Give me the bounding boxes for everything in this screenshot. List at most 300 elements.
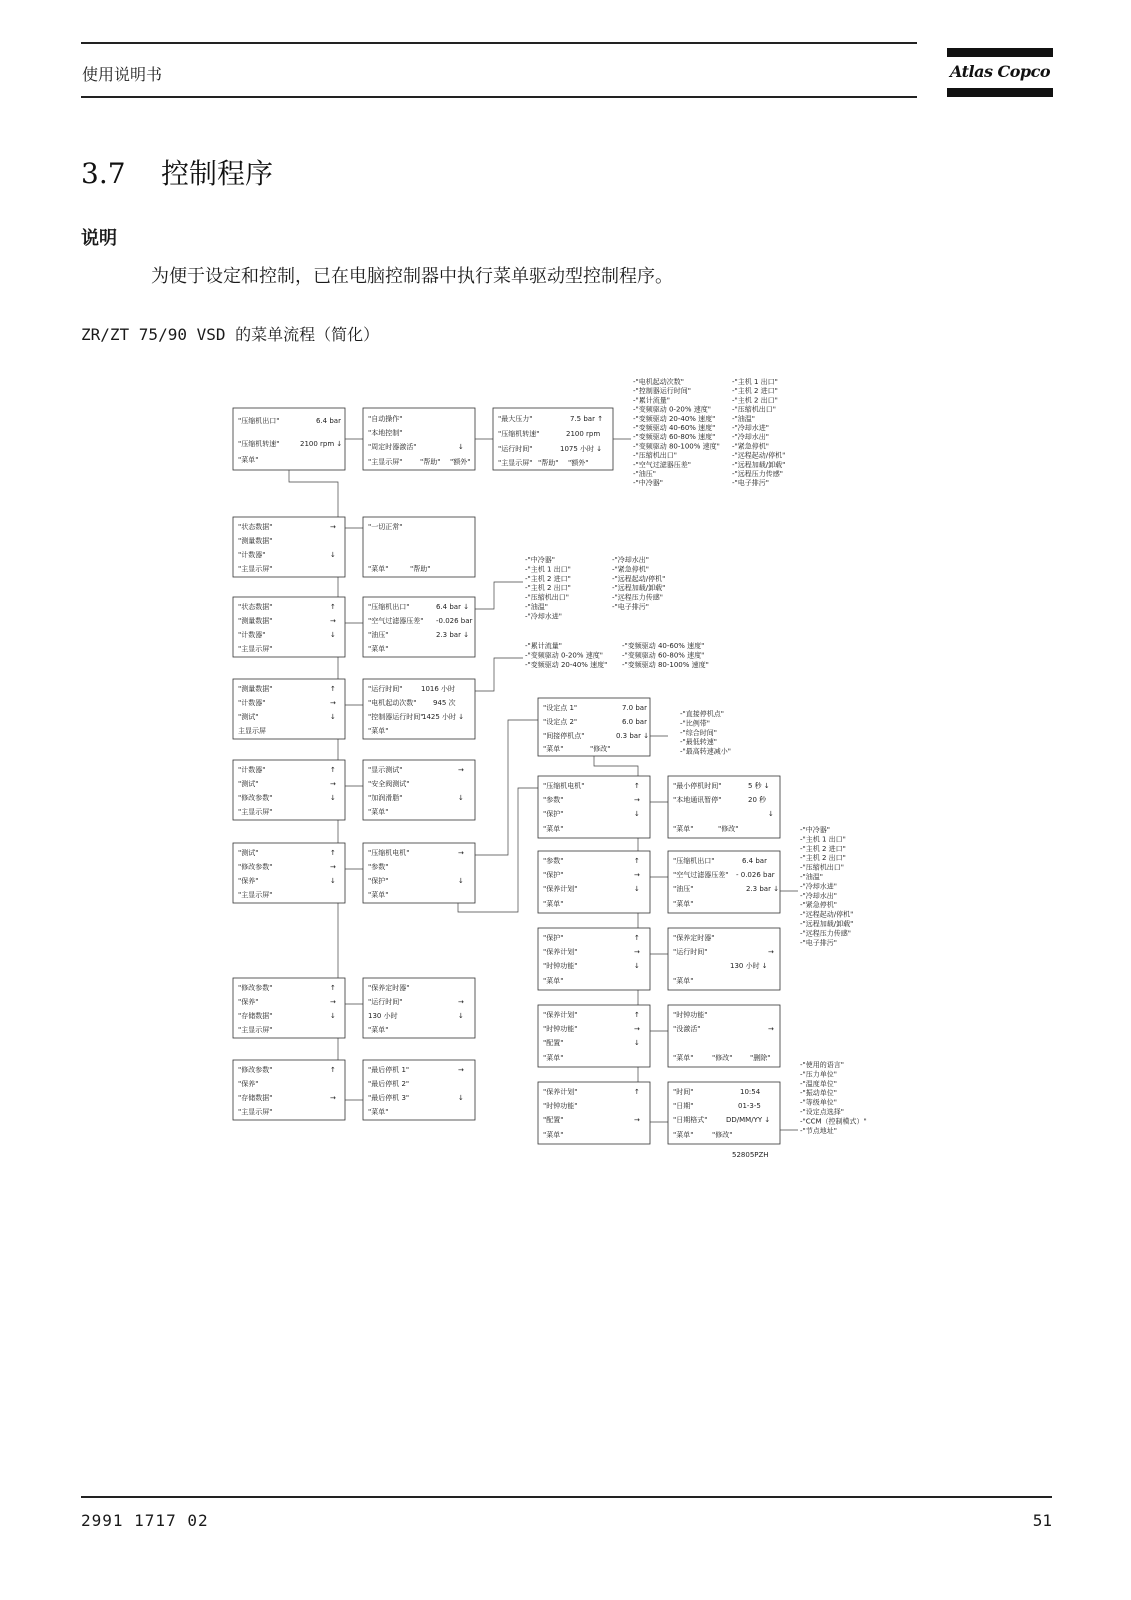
svg-text:↓: ↓ [768, 810, 774, 818]
list-item: -"设定点选择" [800, 1108, 844, 1116]
svg-text:5 秒 ↓: 5 秒 ↓ [748, 782, 770, 790]
svg-text:→: → [634, 1025, 640, 1033]
list-item: -"远程压力传感" [800, 929, 851, 938]
svg-text:"菜单": "菜单" [673, 1131, 694, 1139]
sub-menu-5 [538, 1082, 650, 1144]
svg-text:"测试": "测试" [238, 713, 259, 721]
header-title: 使用说明书 [82, 65, 163, 84]
svg-text:→: → [330, 699, 336, 707]
svg-text:"删除": "删除" [750, 1054, 771, 1062]
svg-text:"保护": "保护" [543, 871, 564, 879]
list-item: -"中冷器" [800, 826, 830, 834]
svg-text:"控制器运行时间": "控制器运行时间" [368, 713, 424, 721]
svg-text:"菜单": "菜单" [368, 565, 389, 573]
list-item: -"电子排污" [612, 603, 649, 611]
svg-text:"计数器": "计数器" [238, 551, 266, 559]
setpoint-list [680, 709, 731, 756]
svg-text:1075 小时 ↓: 1075 小时 ↓ [560, 445, 603, 453]
svg-text:"修改": "修改" [712, 1054, 733, 1062]
list-item: -"变频驱动 20-40% 速度" [525, 660, 608, 669]
page-number: 51 [1032, 1511, 1052, 1530]
svg-text:"参数": "参数" [368, 863, 389, 871]
svg-text:"主显示屏": "主显示屏" [238, 645, 273, 653]
svg-text:"压缩机电机": "压缩机电机" [368, 849, 410, 857]
svg-text:"修改参数": "修改参数" [238, 984, 273, 992]
list-item: -"主机 2 出口" [732, 396, 778, 405]
list-item: -"变频驱动 0-20% 速度" [633, 405, 711, 414]
svg-text:"菜单": "菜单" [368, 727, 389, 735]
svg-text:"油压": "油压" [368, 631, 389, 639]
measurement-list-a [525, 555, 571, 620]
svg-text:"间接停机点": "间接停机点" [543, 732, 585, 740]
list-item: -"压缩机出口" [732, 405, 776, 414]
svg-text:"保养计划": "保养计划" [543, 1011, 578, 1019]
svg-text:↑: ↑ [634, 857, 640, 865]
svg-text:↑: ↑ [634, 934, 640, 942]
list-item: -"空气过滤器压差" [633, 460, 691, 469]
list-item: -"主机 1 出口" [732, 378, 778, 386]
svg-text:"菜单": "菜单" [673, 900, 694, 908]
svg-text:→: → [330, 863, 336, 871]
svg-text:↓: ↓ [634, 962, 640, 970]
svg-text:↑: ↑ [634, 782, 640, 790]
list-item: -"冷却水出" [800, 891, 837, 900]
svg-text:"保护": "保护" [368, 877, 389, 885]
svg-text:2.3 bar ↓: 2.3 bar ↓ [436, 631, 470, 639]
svg-text:→: → [768, 948, 774, 956]
measurement-list-b [612, 555, 665, 611]
svg-text:"设定点 1": "设定点 1" [543, 704, 578, 712]
svg-text:"主显示屏": "主显示屏" [238, 891, 273, 899]
svg-text:"没激活": "没激活" [673, 1025, 701, 1033]
operation-screen-box [363, 408, 475, 470]
svg-text:"主显示屏": "主显示屏" [238, 808, 273, 816]
footer-rule [81, 1496, 1052, 1498]
svg-text:"运行时间": "运行时间" [368, 998, 403, 1006]
svg-text:"菜单": "菜单" [543, 1054, 564, 1062]
svg-text:"菜单": "菜单" [543, 900, 564, 908]
config-screen-box [668, 1082, 780, 1144]
list-item: -"累计流量" [525, 642, 562, 650]
svg-text:"压缩机出口": "压缩机出口" [368, 603, 410, 611]
svg-text:→: → [330, 780, 336, 788]
svg-text:↓: ↓ [330, 1012, 336, 1020]
list-item: -"主机 2 进口" [525, 574, 571, 583]
svg-text:"配置": "配置" [543, 1039, 564, 1047]
svg-text:→: → [634, 1116, 640, 1124]
description-text: 为便于设定和控制，已在电脑控制器中执行菜单驱动型控制程序。 [151, 266, 673, 287]
svg-text:"额外": "额外" [568, 459, 589, 467]
list-item: -"远程起动/停机" [800, 910, 854, 919]
svg-text:"测量数据": "测量数据" [238, 537, 273, 545]
svg-text:- 0.026 bar: - 0.026 bar [736, 871, 775, 879]
list-item: -"累计流量" [633, 396, 670, 405]
svg-text:2.3 bar ↓: 2.3 bar ↓ [746, 885, 780, 893]
svg-text:↑: ↑ [330, 766, 336, 774]
svg-text:"菜单": "菜单" [543, 745, 564, 753]
svg-text:"最后停机 2": "最后停机 2" [368, 1080, 410, 1088]
extra-list-a [633, 377, 720, 487]
svg-text:"帮助": "帮助" [538, 459, 559, 467]
list-item: -"远程起动/停机" [732, 451, 786, 460]
svg-text:"日期": "日期" [673, 1102, 694, 1110]
figure-code: 52805PZH [732, 1151, 769, 1159]
svg-text:"时钟功能": "时钟功能" [673, 1011, 708, 1019]
list-item: -"主机 1 出口" [800, 835, 846, 844]
svg-text:"保养": "保养" [238, 877, 259, 885]
list-item: -"远程加载/卸载" [732, 460, 786, 469]
svg-text:→: → [330, 1094, 336, 1102]
svg-text:→: → [458, 849, 464, 857]
sub-menu-1 [538, 776, 650, 838]
list-item: -"压缩机出口" [800, 863, 844, 872]
svg-text:7.5 bar ↑: 7.5 bar ↑ [570, 415, 604, 423]
svg-text:↓: ↓ [458, 877, 464, 885]
list-item: -"电子排污" [732, 479, 769, 488]
svg-text:↓: ↓ [458, 1094, 464, 1102]
list-item: -"电机起动次数" [633, 378, 684, 386]
list-item: -"变频驱动 60-80% 速度" [622, 651, 705, 660]
svg-text:"额外": "额外" [450, 458, 471, 466]
svg-text:"主显示屏": "主显示屏" [368, 458, 403, 466]
svg-text:"菜单": "菜单" [368, 808, 389, 816]
setpoint-screen-box [538, 698, 650, 756]
list-item: -"综合时间" [680, 728, 717, 737]
svg-text:→: → [634, 948, 640, 956]
list-item: -"节点地址" [800, 1126, 837, 1135]
list-item: -"CCM（控制模式）" [800, 1117, 867, 1126]
svg-text:↑: ↑ [330, 1066, 336, 1074]
list-item: -"变频驱动 40-60% 速度" [633, 424, 716, 432]
list-item: -"变频驱动 80-100% 速度" [622, 660, 709, 669]
logo-text: Atlas Copco [949, 62, 1051, 81]
svg-text:"测试": "测试" [238, 780, 259, 788]
header-bottom-rule [81, 96, 917, 98]
service-screen-box [363, 978, 475, 1038]
svg-text:"修改参数": "修改参数" [238, 1066, 273, 1074]
svg-text:20 秒: 20 秒 [748, 796, 767, 804]
svg-text:"保养计划": "保养计划" [543, 885, 578, 893]
svg-text:↑: ↑ [634, 1088, 640, 1096]
list-item: -"控制器运行时间" [633, 387, 691, 396]
list-item: -"远程压力传感" [732, 470, 783, 478]
list-item: -"主机 2 进口" [732, 387, 778, 396]
menu-box-4 [233, 760, 345, 820]
svg-text:↑: ↑ [634, 1011, 640, 1019]
list-item: -"紧急停机" [800, 901, 837, 910]
svg-text:↓: ↓ [458, 1012, 464, 1020]
parameter-screen-box [363, 843, 475, 903]
header-top-rule [81, 42, 917, 44]
document-number: 2991 1717 02 [81, 1511, 209, 1530]
svg-text:"菜单": "菜单" [368, 1026, 389, 1034]
list-item: -"冷却水出" [612, 556, 649, 564]
svg-text:"菜单": "菜单" [238, 456, 259, 464]
list-item: -"温度单位" [800, 1079, 837, 1088]
svg-text:"修改参数": "修改参数" [238, 794, 273, 802]
svg-text:"计数器": "计数器" [238, 766, 266, 774]
svg-text:"加润滑脂": "加润滑脂" [368, 794, 403, 802]
svg-text:↓: ↓ [634, 885, 640, 893]
list-item: -"压缩机出口" [525, 593, 569, 602]
svg-text:DD/MM/YY ↓: DD/MM/YY ↓ [726, 1116, 771, 1124]
figure-caption: ZR/ZT 75/90 VSD 的菜单流程（简化） [81, 325, 380, 344]
svg-text:"油压": "油压" [673, 885, 694, 893]
svg-text:"运行时间": "运行时间" [498, 445, 533, 453]
svg-text:"保养": "保养" [238, 998, 259, 1006]
section-number: 3.7 [81, 157, 126, 190]
svg-text:→: → [330, 617, 336, 625]
svg-text:2100 rpm ↓: 2100 rpm ↓ [300, 440, 343, 448]
svg-text:"测量数据": "测量数据" [238, 685, 273, 693]
list-item: -"主机 2 出口" [525, 584, 571, 593]
svg-text:"周定时器激活": "周定时器激活" [368, 443, 417, 451]
svg-text:↓: ↓ [330, 631, 336, 639]
list-item: -"最低转速" [680, 738, 717, 747]
svg-text:10:54: 10:54 [740, 1088, 761, 1096]
protection-screen-box [668, 851, 780, 913]
list-item: -"冷却水进" [525, 612, 562, 621]
svg-text:↓: ↓ [458, 443, 464, 451]
list-item: -"远程加载/卸载" [612, 584, 666, 593]
svg-text:"计数器": "计数器" [238, 631, 266, 639]
svg-text:"参数": "参数" [543, 796, 564, 804]
protection-list [800, 825, 853, 947]
sub-menu-4 [538, 1005, 650, 1067]
list-item: -"比例带" [680, 719, 710, 728]
measurement-screen-box [363, 597, 475, 657]
svg-text:"保养": "保养" [238, 1080, 259, 1088]
svg-text:"自动操作": "自动操作" [368, 415, 403, 423]
menu-box-3 [233, 679, 345, 739]
svg-text:↓: ↓ [634, 1039, 640, 1047]
svg-text:↓: ↓ [330, 877, 336, 885]
svg-text:"主显示屏": "主显示屏" [238, 565, 273, 573]
list-item: -"主机 2 出口" [800, 854, 846, 863]
svg-text:"菜单": "菜单" [673, 825, 694, 833]
list-item: -"变频驱动 60-80% 速度" [633, 433, 716, 442]
svg-text:"运行时间": "运行时间" [673, 948, 708, 956]
counter-list-b [622, 641, 709, 669]
svg-text:"压缩机出口": "压缩机出口" [238, 417, 280, 425]
extra-list-b [732, 377, 785, 487]
svg-text:"保护": "保护" [543, 810, 564, 818]
svg-text:130 小时: 130 小时 [368, 1012, 398, 1020]
svg-text:"本地控制": "本地控制" [368, 429, 403, 437]
svg-text:"时钟功能": "时钟功能" [543, 962, 578, 970]
svg-text:"保养定时器": "保养定时器" [368, 984, 410, 992]
list-item: -"远程加载/卸载" [800, 920, 854, 928]
svg-text:"保养计划": "保养计划" [543, 1088, 578, 1096]
svg-text:"修改": "修改" [718, 825, 739, 833]
menu-box-1 [233, 517, 345, 577]
clock-screen-box [668, 1005, 780, 1067]
svg-text:"压缩机转速": "压缩机转速" [498, 430, 540, 438]
svg-text:"时间": "时间" [673, 1088, 694, 1096]
motor-screen-box [668, 776, 780, 838]
sub-menu-2 [538, 851, 650, 913]
svg-text:0.3 bar ↓: 0.3 bar ↓ [616, 732, 650, 740]
svg-text:"菜单": "菜单" [543, 1131, 564, 1139]
svg-text:↓: ↓ [330, 551, 336, 559]
svg-text:7.0 bar: 7.0 bar [622, 704, 647, 712]
list-item: -"变频驱动 40-60% 速度" [622, 642, 705, 650]
list-item: -"远程压力传感" [612, 593, 663, 602]
svg-text:"保护": "保护" [543, 934, 564, 942]
svg-text:"修改参数": "修改参数" [238, 863, 273, 871]
svg-text:↑: ↑ [330, 603, 336, 611]
svg-text:"空气过滤器压差": "空气过滤器压差" [368, 617, 424, 625]
list-item: -"中冷器" [525, 556, 555, 564]
svg-text:↓: ↓ [330, 713, 336, 721]
svg-text:"修改": "修改" [712, 1131, 733, 1139]
svg-text:"设定点 2": "设定点 2" [543, 718, 578, 726]
test-screen-box [363, 760, 475, 820]
svg-text:"配置": "配置" [543, 1116, 564, 1124]
svg-text:→: → [768, 1025, 774, 1033]
svg-text:"菜单": "菜单" [673, 1054, 694, 1062]
svg-text:"主显示屏": "主显示屏" [238, 1026, 273, 1034]
atlas-copco-logo [947, 48, 1053, 100]
svg-text:"最后停机 1": "最后停机 1" [368, 1066, 410, 1074]
svg-text:"最小停机时间": "最小停机时间" [673, 782, 722, 790]
svg-text:"运行时间": "运行时间" [368, 685, 403, 693]
svg-text:"空气过滤器压差": "空气过滤器压差" [673, 871, 729, 879]
svg-text:"菜单": "菜单" [368, 645, 389, 653]
svg-text:"存储数据": "存储数据" [238, 1094, 273, 1102]
svg-text:"计数器": "计数器" [238, 699, 266, 707]
counter-screen-box [363, 679, 475, 739]
list-item: -"冷却水进" [732, 424, 769, 432]
extra-screen-box [493, 408, 613, 470]
svg-text:"压缩机出口": "压缩机出口" [673, 857, 715, 865]
svg-text:"保养定时器": "保养定时器" [673, 934, 715, 942]
svg-text:"状态数据": "状态数据" [238, 523, 273, 531]
list-item: -"最高转速减小" [680, 747, 731, 756]
plan-screen-box [668, 928, 780, 990]
menu-box-7 [233, 1060, 345, 1120]
svg-text:6.4 bar: 6.4 bar [742, 857, 767, 865]
list-item: -"振动单位" [800, 1089, 837, 1098]
svg-text:"帮助": "帮助" [410, 565, 431, 573]
list-item: -"冷却水出" [732, 433, 769, 442]
list-item: -"油压" [633, 470, 656, 478]
svg-text:"测试": "测试" [238, 849, 259, 857]
svg-text:-0.026 bar: -0.026 bar [436, 617, 473, 625]
counter-list-a [525, 641, 607, 669]
list-item: -"使用的语言" [800, 1061, 844, 1069]
svg-text:→: → [634, 796, 640, 804]
svg-text:"一切正常": "一切正常" [368, 523, 403, 531]
svg-text:6.4 bar ↓: 6.4 bar ↓ [436, 603, 470, 611]
list-item: -"主机 2 进口" [800, 844, 846, 853]
list-item: -"直接停机点" [680, 710, 724, 718]
svg-text:→: → [330, 998, 336, 1006]
svg-text:↑: ↑ [330, 685, 336, 693]
svg-text:"显示测试": "显示测试" [368, 766, 403, 774]
svg-text:"最大压力": "最大压力" [498, 415, 533, 423]
svg-text:945 次: 945 次 [433, 699, 456, 707]
svg-text:→: → [458, 998, 464, 1006]
svg-text:→: → [634, 871, 640, 879]
sub-menu-3 [538, 928, 650, 990]
svg-text:6.0 bar: 6.0 bar [622, 718, 647, 726]
svg-text:"压缩机转速": "压缩机转速" [238, 440, 280, 448]
list-item: -"变频驱动 0-20% 速度" [525, 651, 603, 660]
svg-text:"菜单": "菜单" [543, 825, 564, 833]
list-item: -"变频驱动 20-40% 速度" [633, 414, 716, 423]
svg-text:"最后停机 3": "最后停机 3" [368, 1094, 410, 1102]
saved-data-screen-box [363, 1060, 475, 1120]
svg-text:01-3-5: 01-3-5 [738, 1102, 761, 1110]
svg-text:"本地通讯暂停": "本地通讯暂停" [673, 796, 722, 804]
svg-text:"菜单": "菜单" [368, 1108, 389, 1116]
list-item: -"油温" [800, 873, 823, 881]
status-screen-box [363, 517, 475, 577]
svg-text:↓: ↓ [458, 794, 464, 802]
section-name: 控制程序 [161, 157, 274, 190]
list-item: -"紧急停机" [732, 442, 769, 451]
svg-text:"帮助": "帮助" [420, 458, 441, 466]
svg-text:2100 rpm: 2100 rpm [566, 430, 601, 438]
svg-text:"主显示屏": "主显示屏" [498, 459, 533, 467]
list-item: -"远程起动/停机" [612, 574, 666, 583]
svg-text:"存储数据": "存储数据" [238, 1012, 273, 1020]
svg-text:↓: ↓ [634, 810, 640, 818]
menu-box-2 [233, 597, 345, 657]
list-item: -"变频驱动 80-100% 速度" [633, 442, 720, 451]
list-item: -"等级单位" [800, 1098, 837, 1107]
svg-text:→: → [458, 1066, 464, 1074]
list-item: -"油温" [732, 414, 755, 423]
list-item: -"主机 1 出口" [525, 565, 571, 574]
svg-text:"参数": "参数" [543, 857, 564, 865]
svg-text:"时钟功能": "时钟功能" [543, 1102, 578, 1110]
list-item: -"中冷器" [633, 479, 663, 488]
svg-text:"修改": "修改" [590, 745, 611, 753]
menu-box-6 [233, 978, 345, 1038]
list-item: -"冷却水进" [800, 882, 837, 891]
list-item: -"电子排污" [800, 938, 837, 947]
menu-box-5 [233, 843, 345, 903]
menu-flow-diagram [0, 370, 1131, 1170]
svg-text:"菜单": "菜单" [368, 891, 389, 899]
svg-text:→: → [458, 766, 464, 774]
svg-text:"主显示屏": "主显示屏" [238, 1108, 273, 1116]
svg-text:1016 小时: 1016 小时 [421, 685, 456, 693]
svg-text:↑: ↑ [330, 984, 336, 992]
svg-text:1425 小时 ↓: 1425 小时 ↓ [422, 713, 465, 721]
list-item: -"紧急停机" [612, 565, 649, 574]
svg-text:"压缩机电机": "压缩机电机" [543, 782, 585, 790]
svg-text:"保养计划": "保养计划" [543, 948, 578, 956]
svg-text:↓: ↓ [330, 794, 336, 802]
svg-text:"菜单": "菜单" [543, 977, 564, 985]
svg-text:6.4 bar: 6.4 bar [316, 417, 341, 425]
svg-text:主显示屏: 主显示屏 [238, 727, 266, 735]
section-title [81, 152, 273, 192]
svg-text:130 小时 ↓: 130 小时 ↓ [730, 962, 768, 970]
svg-text:→: → [330, 523, 336, 531]
svg-text:"状态数据": "状态数据" [238, 603, 273, 611]
svg-text:"日期格式": "日期格式" [673, 1116, 708, 1124]
config-list [800, 1060, 867, 1135]
svg-text:"时钟功能": "时钟功能" [543, 1025, 578, 1033]
list-item: -"油温" [525, 603, 548, 611]
svg-text:"测量数据": "测量数据" [238, 617, 273, 625]
svg-text:↑: ↑ [330, 849, 336, 857]
main-screen-box [233, 408, 345, 470]
